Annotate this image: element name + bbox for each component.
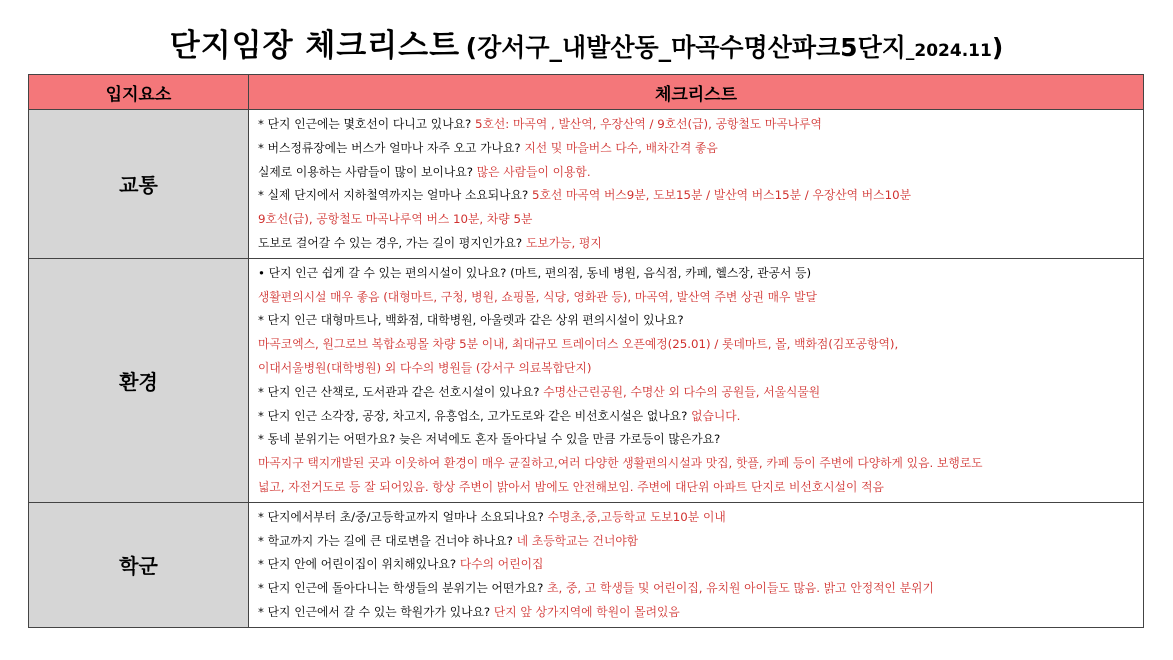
answer-text: 네 초등학교는 건너야함 [516,533,639,548]
question-text: * 단지에서부터 초/중/고등학교까지 얼마나 소요되나요? [258,509,548,524]
answer-text: 5호선: 마곡역 , 발산역, 우장산역 / 9호선(급), 공항철도 마곡나루역 [475,117,822,131]
checklist-line [258,381,1137,405]
header-checklist: 체크리스트 [249,75,1144,110]
category-cell: 환경 [29,258,249,502]
checklist-cell [249,258,1144,502]
title-date: _2024.11 [905,41,992,61]
question-text: * 단지 인근 산책로, 도서관과 같은 선호시설이 있나요? [258,384,544,399]
checklist-line [258,553,1137,577]
answer-text: 많은 사람들이 이용함. [476,164,591,179]
checklist-line [258,113,1137,137]
checklist-line [258,262,1137,286]
table-header-row [29,75,1144,110]
question-text: * 단지 인근에서 갈 수 있는 학원가가 있나요? [258,604,494,619]
title-main: 단지임장 체크리스트 [169,28,461,64]
checklist-line [258,208,1137,232]
title-location: (강서구_내발산동_마곡수명산파크5단지 [465,33,906,62]
checklist-line [258,577,1137,601]
question-text: • 단지 인근 쉽게 갈 수 있는 편의시설이 있나요? (마트, 편의점, 동네 병원, 음식점, 카페, 헬스장, 관공서 등) [258,265,812,280]
category-cell: 학군 [29,502,249,627]
question-text: * 동네 분위기는 어떤가요? 늦은 저녁에도 혼자 돌아다닐 수 있을 만큼 가로등이 많은가요? [258,432,721,447]
answer-text: 수명초,중,고등학교 도보10분 이내 [547,509,726,524]
checklist-cell [249,110,1144,259]
checklist-line [258,309,1137,333]
answer-text: 넓고, 자전거도로 등 잘 되어있음. 항상 주변이 밝아서 밤에도 안전해보임. 주변에 대단위 아파트 단지로 비선호시설이 적음 [258,479,884,494]
question-text: * 단지 인근 소각장, 공장, 차고지, 유흥업소, 고가도로와 같은 비선호시설은 없나요? [258,408,692,423]
answer-text: 수명산근린공원, 수명산 외 다수의 공원들, 서울식물원 [543,384,821,399]
table-row [29,502,1144,627]
table-row [29,110,1144,259]
checklist-line [258,405,1137,429]
checklist-line [258,476,1137,500]
question-text: * 버스정류장에는 버스가 얼마나 자주 오고 가나요? [258,140,525,155]
question-text: * 단지 인근 대형마트나, 백화점, 대학병원, 아울렛과 같은 상위 편의시설이 있나요? [258,313,684,328]
checklist-line [258,601,1137,625]
checklist-line [258,161,1137,185]
checklist-line [258,184,1137,208]
answer-text: 도보가능, 평지 [525,235,602,250]
answer-text: 마곡지구 택지개발된 곳과 이웃하여 환경이 매우 균질하고,여러 다양한 생활편의시설과 맛집, 핫플, 카페 등이 주변에 다양하게 있음. 보행로도 [258,456,983,471]
answer-text: 없습니다. [691,408,741,423]
answer-text: 생활편의시설 매우 좋음 (대형마트, 구청, 병원, 쇼핑몰, 식당, 영화관 등), 마곡역, 발산역 주변 상권 매우 발달 [258,289,817,304]
answer-text: 초, 중, 고 학생들 및 어린이집, 유치원 아이들도 많음. 밝고 안정적인 분위기 [547,581,934,596]
checklist-line [258,357,1137,381]
question-text: * 학교까지 가는 길에 큰 대로변을 건너야 하나요? [258,533,517,548]
table-row [29,258,1144,502]
question-text: * 단지 인근에는 몇호선이 다니고 있나요? [258,117,475,131]
checklist-line [258,333,1137,357]
checklist-line [258,506,1137,530]
question-text: * 실제 단지에서 지하철역까지는 얼마나 소요되나요? [258,188,532,203]
question-text: * 단지 안에 어린이집이 위치해있나요? [258,557,460,572]
answer-text: 이대서울병원(대학병원) 외 다수의 병원들 (강서구 의료복합단지) [258,360,592,375]
title-close: ) [991,33,1004,62]
checklist-line [258,428,1137,452]
page-title [0,20,1173,65]
checklist-line [258,232,1137,256]
checklist-line [258,137,1137,161]
checklist-cell [249,502,1144,627]
answer-text: 마곡코엑스, 원그로브 복합쇼핑몰 차량 5분 이내, 최대규모 트레이더스 오픈예정(25.01) / 롯데마트, 몰, 백화점(김포공항역), [258,337,899,352]
checklist-line [258,530,1137,554]
answer-text: 다수의 어린이집 [459,557,544,572]
checklist-table [28,74,1144,628]
header-category: 입지요소 [29,75,249,110]
checklist-line [258,286,1137,310]
answer-text: 9호선(급), 공항철도 마곡나루역 버스 10분, 차량 5분 [258,212,533,227]
category-cell: 교통 [29,110,249,259]
question-text: 실제로 이용하는 사람들이 많이 보이나요? [258,164,477,179]
question-text: 도보로 걸어갈 수 있는 경우, 가는 길이 평지인가요? [258,235,526,250]
answer-text: 단지 앞 상가지역에 학원이 몰려있음 [493,604,680,619]
checklist-line [258,452,1137,476]
answer-text: 5호선 마곡역 버스9분, 도보15분 / 발산역 버스15분 / 우장산역 버스10분 [531,188,911,203]
question-text: * 단지 인근에 돌아다니는 학생들의 분위기는 어떤가요? [258,581,548,596]
answer-text: 지선 및 마을버스 다수, 배차간격 좋음 [524,140,718,155]
